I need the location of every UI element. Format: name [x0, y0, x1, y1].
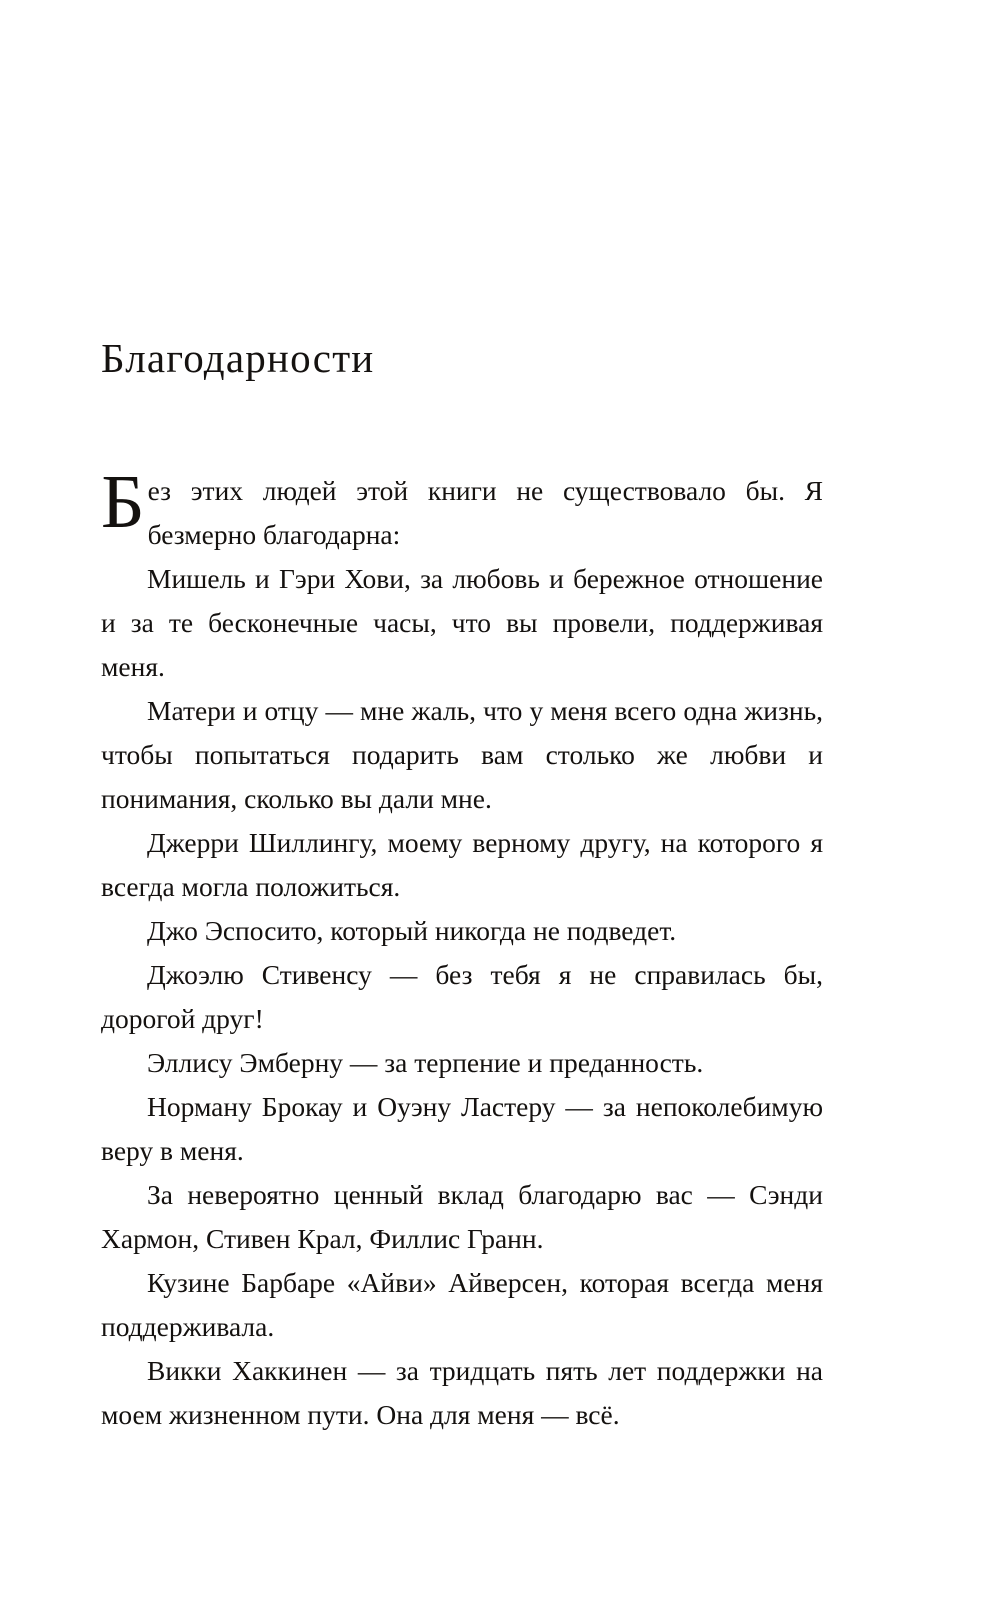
paragraph-text: Норману Брокау и Оуэну Ластеру — за непоколебимую веру в меня. — [101, 1091, 823, 1167]
drop-cap: Б — [101, 460, 145, 545]
paragraph-text: Кузине Барбаре «Айви» Айверсен, которая всегда меня поддерживала. — [101, 1267, 823, 1343]
body-text — [101, 460, 823, 1437]
paragraph-text: Эллису Эмберну — за терпение и преданность. — [147, 1047, 704, 1079]
paragraph — [101, 1173, 823, 1261]
paragraph — [101, 460, 823, 557]
paragraph — [101, 1085, 823, 1173]
paragraph-text: Джерри Шиллингу, моему верному другу, на которого я всегда могла положиться. — [101, 827, 823, 903]
paragraph-text: Мишель и Гэри Хови, за любовь и бережное отношение и за те бесконечные часы, что вы провели, поддерживая меня. — [101, 563, 823, 683]
paragraph-text: Викки Хаккинен — за тридцать пять лет поддержки на моем жизненном пути. Она для меня — всё. — [101, 1355, 823, 1431]
paragraph — [101, 821, 823, 909]
paragraph — [101, 953, 823, 1041]
paragraph — [101, 1349, 823, 1437]
paragraph-text: За невероятно ценный вклад благодарю вас — Сэнди Хармон, Стивен Крал, Филлис Гранн. — [101, 1179, 823, 1255]
paragraph-text: ез этих людей этой книги не существовало бы. Я безмерно благодарна: — [147, 475, 823, 551]
paragraph-text: Джо Эспосито, который никогда не подведет. — [147, 915, 677, 947]
paragraph — [101, 909, 823, 953]
paragraph — [101, 1041, 823, 1085]
page-title: Благодарности — [101, 335, 375, 381]
paragraph — [101, 557, 823, 689]
page-content — [101, 336, 823, 1437]
paragraph-text: Джоэлю Стивенсу — без тебя я не справилась бы, дорогой друг! — [101, 959, 823, 1035]
paragraph-text: Матери и отцу — мне жаль, что у меня всего одна жизнь, чтобы попытаться подарить вам столько же любви и понимания, сколько вы дали мне. — [101, 695, 823, 815]
paragraph — [101, 1261, 823, 1349]
paragraph — [101, 689, 823, 821]
